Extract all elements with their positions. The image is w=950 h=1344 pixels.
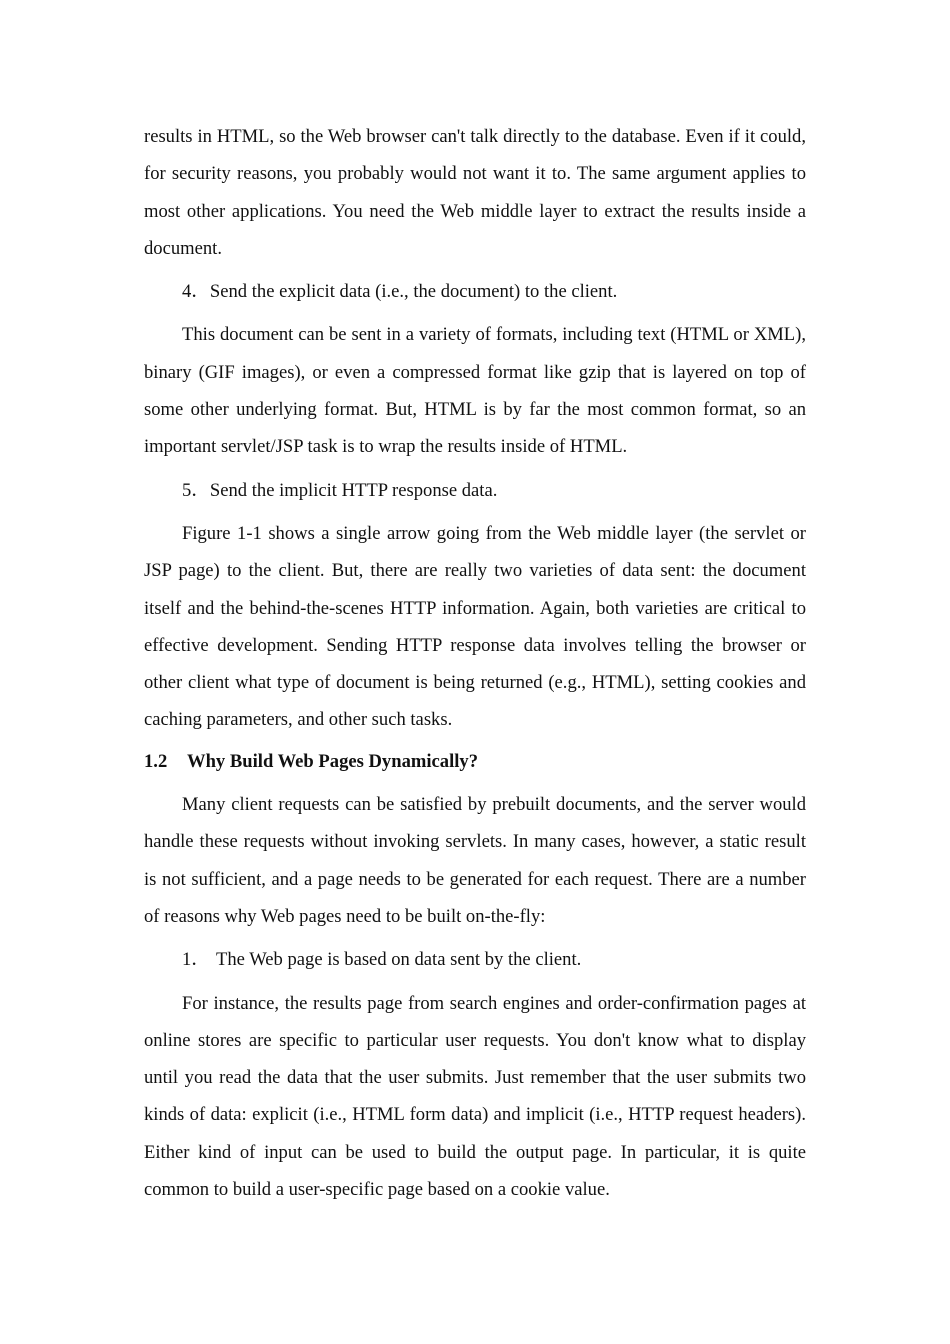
paragraph-dynamic-intro: Many client requests can be satisfied by prebuilt documents, and the server would handle these requests without invoking servlets. In many cases, however, a static result is not sufficient, and a page needs to be generated for each request. There are a number of reasons why Web pages need to be built on-the-fly: xyxy=(144,794,806,927)
section-heading xyxy=(144,743,806,780)
list-item-text: Send the explicit data (i.e., the document) to the client. xyxy=(209,281,618,303)
section-number: 1.2 xyxy=(144,750,168,772)
list-number: 5． xyxy=(182,479,210,501)
list-item-text: Send the implicit HTTP response data. xyxy=(209,479,498,501)
paragraph-continuation: results in HTML, so the Web browser can't talk directly to the database. Even if it could, for security reasons, you probably would not want it to. The same argument applies to most other applications. You need the Web middle layer to extract the results inside a document. xyxy=(144,126,806,259)
document-page xyxy=(144,118,806,1208)
list-number: 1． xyxy=(182,949,210,971)
list-item-5 xyxy=(144,472,806,509)
paragraph-document-formats: This document can be sent in a variety of formats, including text (HTML or XML), binary (GIF images), or even a compressed format like gzip that is layered on top of some other underlying format. But, HTML is by far the most common format, so an important servlet/JSP task is to wrap the results inside of HTML. xyxy=(144,324,806,458)
paragraph-figure-reference: Figure 1-1 shows a single arrow going from the Web middle layer (the servlet or JSP page) to the client. But, there are really two varieties of data sent: the document itself and the behind-the-scenes HTTP information. Again, both varieties are critical to effective development. Sending HTTP response data involves telling the browser or other client what type of document is being returned (e.g., HTML), setting cookies and caching parameters, and other such tasks. xyxy=(144,522,806,731)
section-title: Why Build Web Pages Dynamically? xyxy=(187,750,478,772)
list-number: 4． xyxy=(182,281,210,303)
list-item-text: The Web page is based on data sent by the client. xyxy=(216,949,582,971)
list-item-4 xyxy=(144,273,806,310)
list-item-1 xyxy=(144,941,806,978)
paragraph-client-data: For instance, the results page from search engines and order-confirmation pages at online stores are specific to particular user requests. You don't know what to display until you read the data that the user submits. Just remember that the user submits two kinds of data: explicit (i.e., HTML form data) and implicit (i.e., HTTP request headers). Either kind of input can be used to build the output page. In particular, it is quite common to build a user-specific page based on a cookie value. xyxy=(144,992,806,1201)
